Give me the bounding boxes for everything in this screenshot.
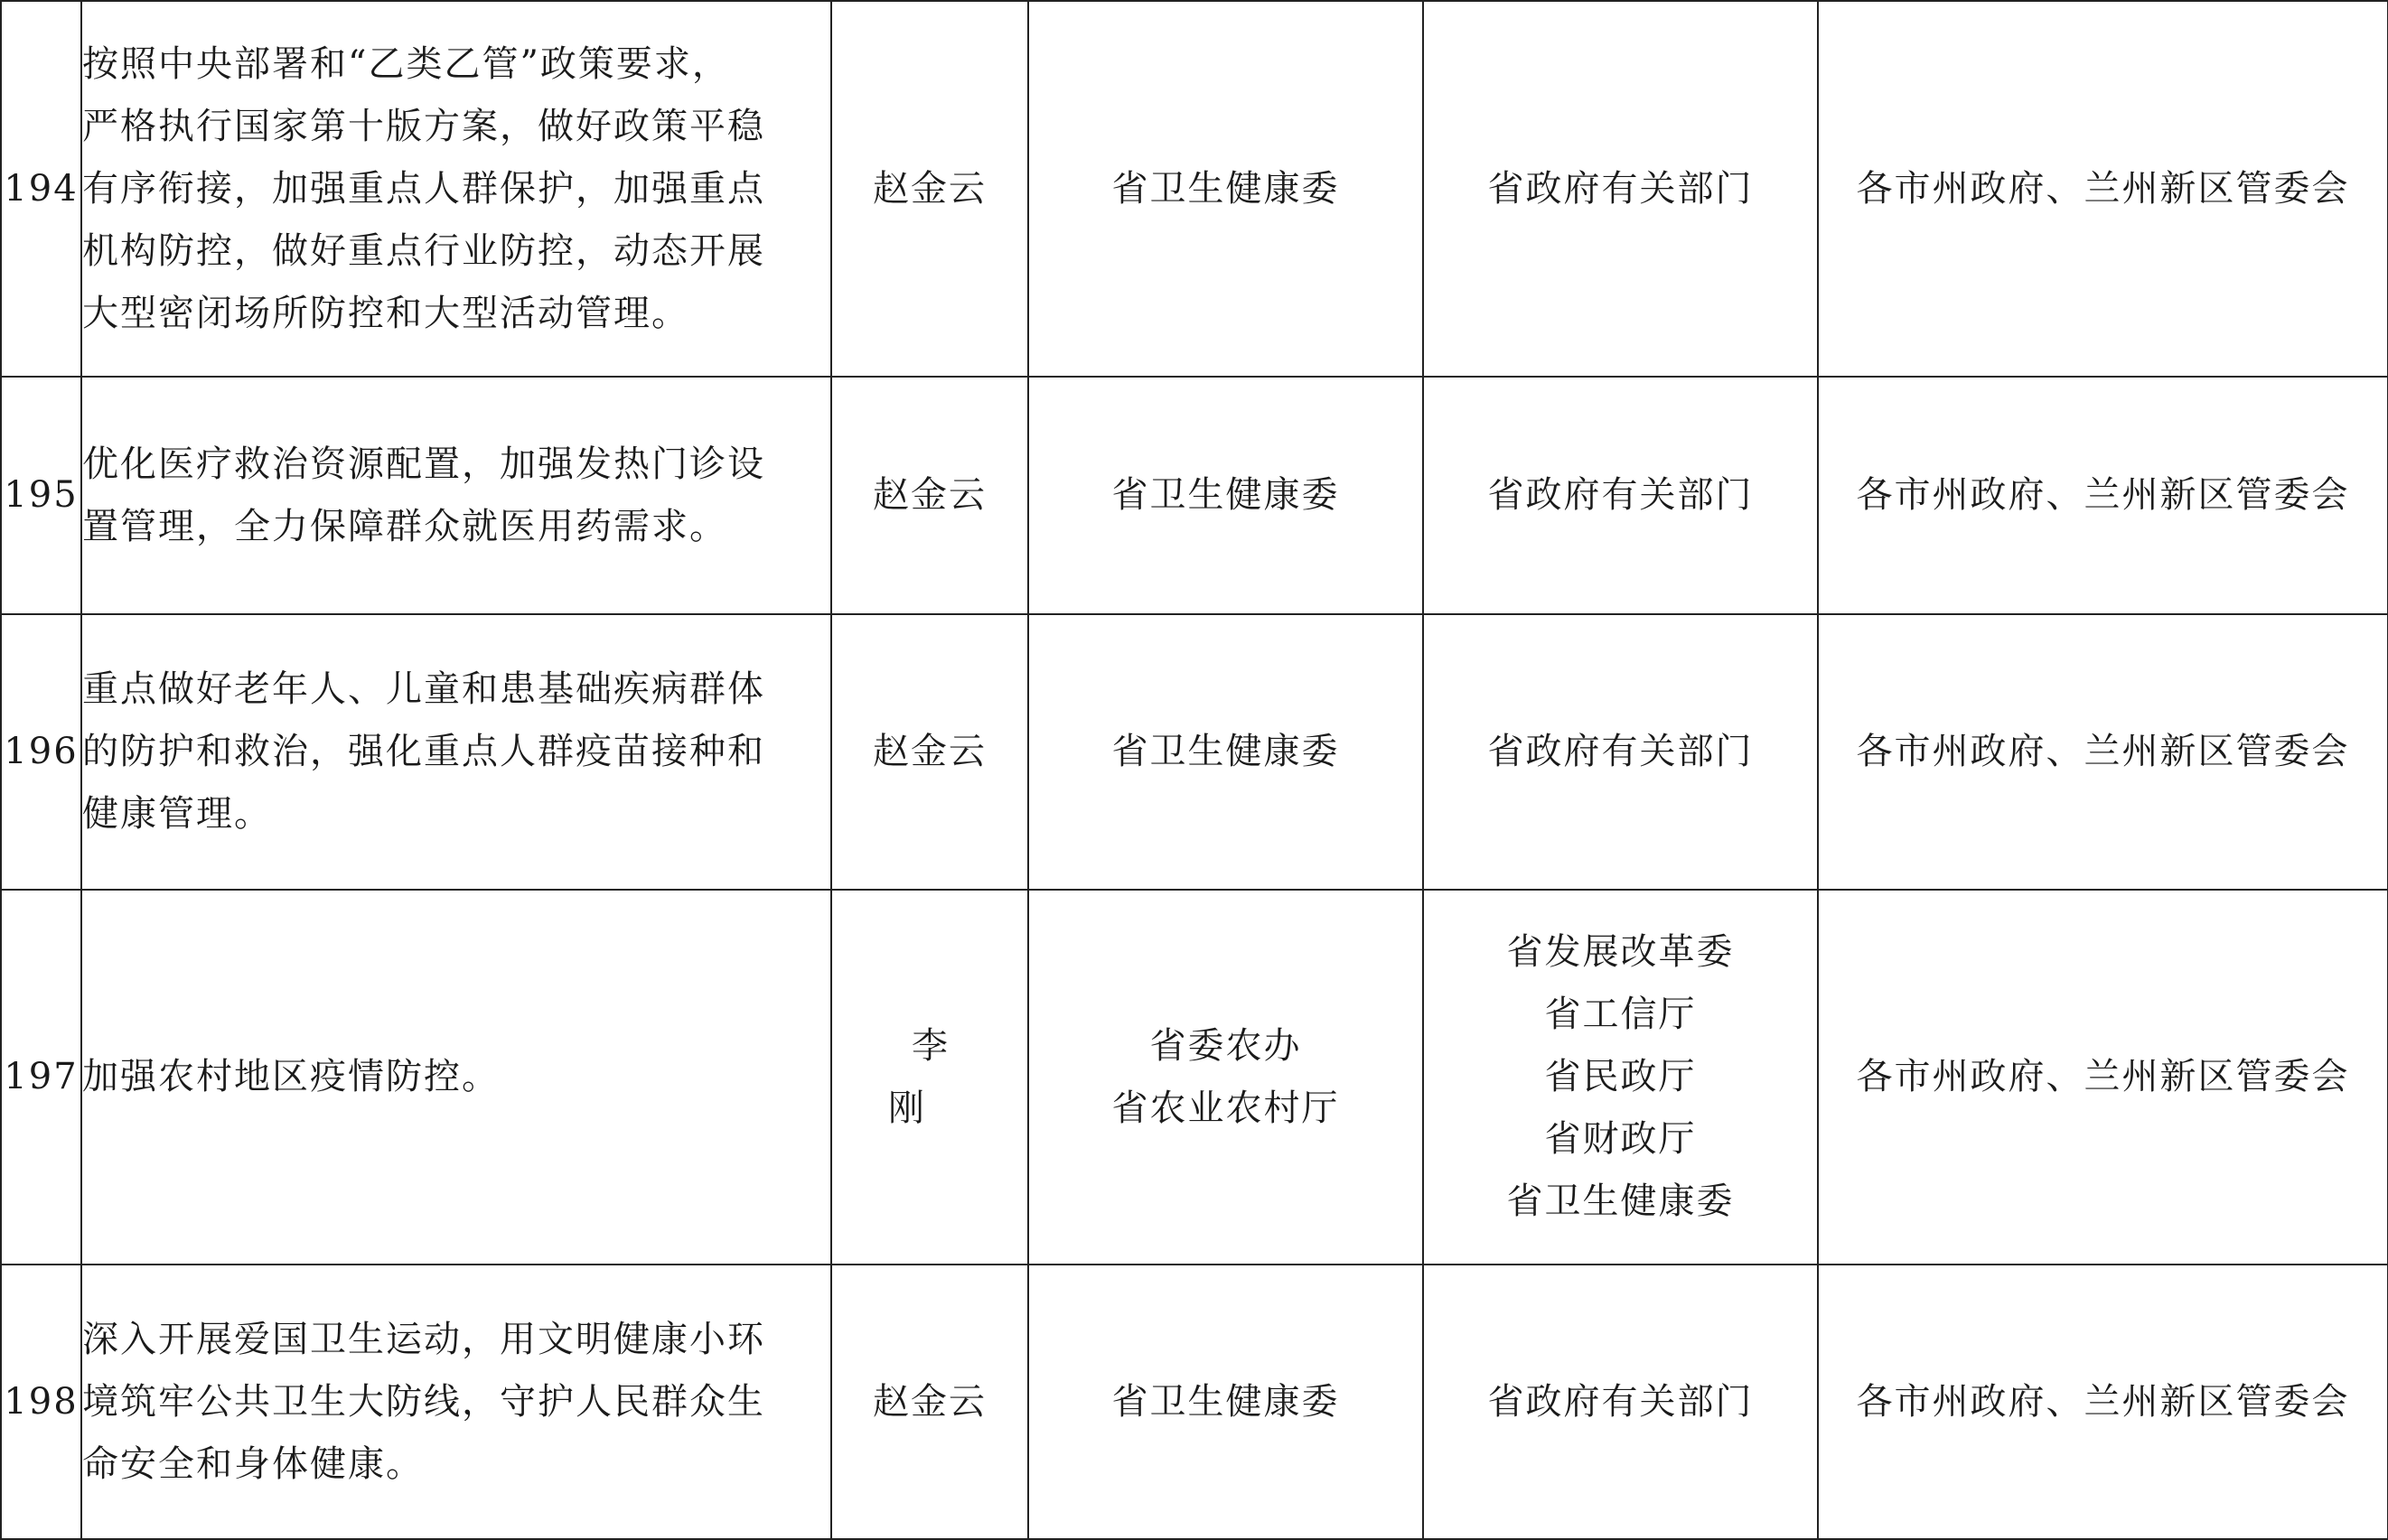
lead-unit-item: 省卫生健康委 bbox=[1111, 1380, 1340, 1423]
lead-unit bbox=[1028, 1, 1423, 377]
content-line: 深入开展爱国卫生运动，用文明健康小环 bbox=[82, 1318, 765, 1360]
table-row bbox=[1, 1, 2388, 377]
task-content bbox=[81, 614, 831, 890]
coop-unit-item: 省民政厅 bbox=[1544, 1056, 1697, 1097]
task-content bbox=[81, 1265, 831, 1539]
row-number: 196 bbox=[1, 614, 81, 890]
content-line: 置管理，全力保障群众就医用药需求。 bbox=[82, 505, 727, 547]
local-units: 各市州政府、兰州新区管委会 bbox=[1818, 614, 2388, 890]
lead-unit bbox=[1028, 614, 1423, 890]
lead-unit-item: 省农业农村厅 bbox=[1111, 1087, 1340, 1129]
responsible-leader bbox=[831, 890, 1028, 1265]
content-line: 加强农村地区疫情防控。 bbox=[82, 1056, 500, 1097]
responsible-leader: 赵金云 bbox=[831, 1265, 1028, 1539]
cooperating-units bbox=[1423, 1265, 1818, 1539]
coop-unit-item: 省政府有关部门 bbox=[1487, 167, 1754, 210]
content-line: 有序衔接，加强重点人群保护，加强重点 bbox=[82, 167, 765, 210]
local-units: 各市州政府、兰州新区管委会 bbox=[1818, 377, 2388, 614]
content-line: 严格执行国家第十版方案，做好政策平稳 bbox=[82, 105, 765, 147]
lead-unit-item: 省卫生健康委 bbox=[1111, 474, 1340, 516]
cooperating-units bbox=[1423, 1, 1818, 377]
cooperating-units bbox=[1423, 377, 1818, 614]
table-row bbox=[1, 377, 2388, 614]
row-number: 198 bbox=[1, 1265, 81, 1539]
lead-unit-item: 省卫生健康委 bbox=[1111, 731, 1340, 772]
local-units: 各市州政府、兰州新区管委会 bbox=[1818, 890, 2388, 1265]
lead-unit bbox=[1028, 890, 1423, 1265]
content-line: 机构防控，做好重点行业防控，动态开展 bbox=[82, 229, 765, 272]
content-line: 重点做好老年人、儿童和患基础疾病群体 bbox=[82, 668, 765, 710]
content-line: 的防护和救治，强化重点人群疫苗接种和 bbox=[82, 731, 765, 772]
task-content bbox=[81, 1, 831, 377]
task-content bbox=[81, 377, 831, 614]
cooperating-units bbox=[1423, 890, 1818, 1265]
responsible-leader: 赵金云 bbox=[831, 377, 1028, 614]
local-units: 各市州政府、兰州新区管委会 bbox=[1818, 1265, 2388, 1539]
content-line: 优化医疗救治资源配置，加强发热门诊设 bbox=[82, 443, 765, 485]
coop-unit-item: 省工信厅 bbox=[1544, 994, 1697, 1035]
local-units: 各市州政府、兰州新区管委会 bbox=[1818, 1, 2388, 377]
table-row bbox=[1, 1265, 2388, 1539]
table-row bbox=[1, 890, 2388, 1265]
cooperating-units bbox=[1423, 614, 1818, 890]
content-line: 按照中央部署和“乙类乙管”政策要求， bbox=[82, 42, 730, 85]
leader-name: 李刚 bbox=[888, 1024, 995, 1129]
row-number: 194 bbox=[1, 1, 81, 377]
responsible-leader: 赵金云 bbox=[831, 1, 1028, 377]
row-number: 195 bbox=[1, 377, 81, 614]
coop-unit-item: 省发展改革委 bbox=[1506, 931, 1735, 973]
lead-unit-item: 省委农办 bbox=[1149, 1024, 1302, 1067]
coop-unit-item: 省政府有关部门 bbox=[1487, 1380, 1754, 1423]
content-line: 健康管理。 bbox=[82, 793, 272, 835]
table-row bbox=[1, 614, 2388, 890]
coop-unit-item: 省政府有关部门 bbox=[1487, 731, 1754, 772]
lead-unit bbox=[1028, 1265, 1423, 1539]
coop-unit-item: 省财政厅 bbox=[1544, 1118, 1697, 1160]
responsible-leader: 赵金云 bbox=[831, 614, 1028, 890]
coop-unit-item: 省卫生健康委 bbox=[1506, 1181, 1735, 1222]
row-number: 197 bbox=[1, 890, 81, 1265]
coop-unit-item: 省政府有关部门 bbox=[1487, 474, 1754, 516]
task-content bbox=[81, 890, 831, 1265]
content-line: 命安全和身体健康。 bbox=[82, 1442, 424, 1485]
lead-unit bbox=[1028, 377, 1423, 614]
content-line: 境筑牢公共卫生大防线，守护人民群众生 bbox=[82, 1380, 765, 1423]
content-line: 大型密闭场所防控和大型活动管理。 bbox=[82, 292, 689, 334]
lead-unit-item: 省卫生健康委 bbox=[1111, 167, 1340, 210]
